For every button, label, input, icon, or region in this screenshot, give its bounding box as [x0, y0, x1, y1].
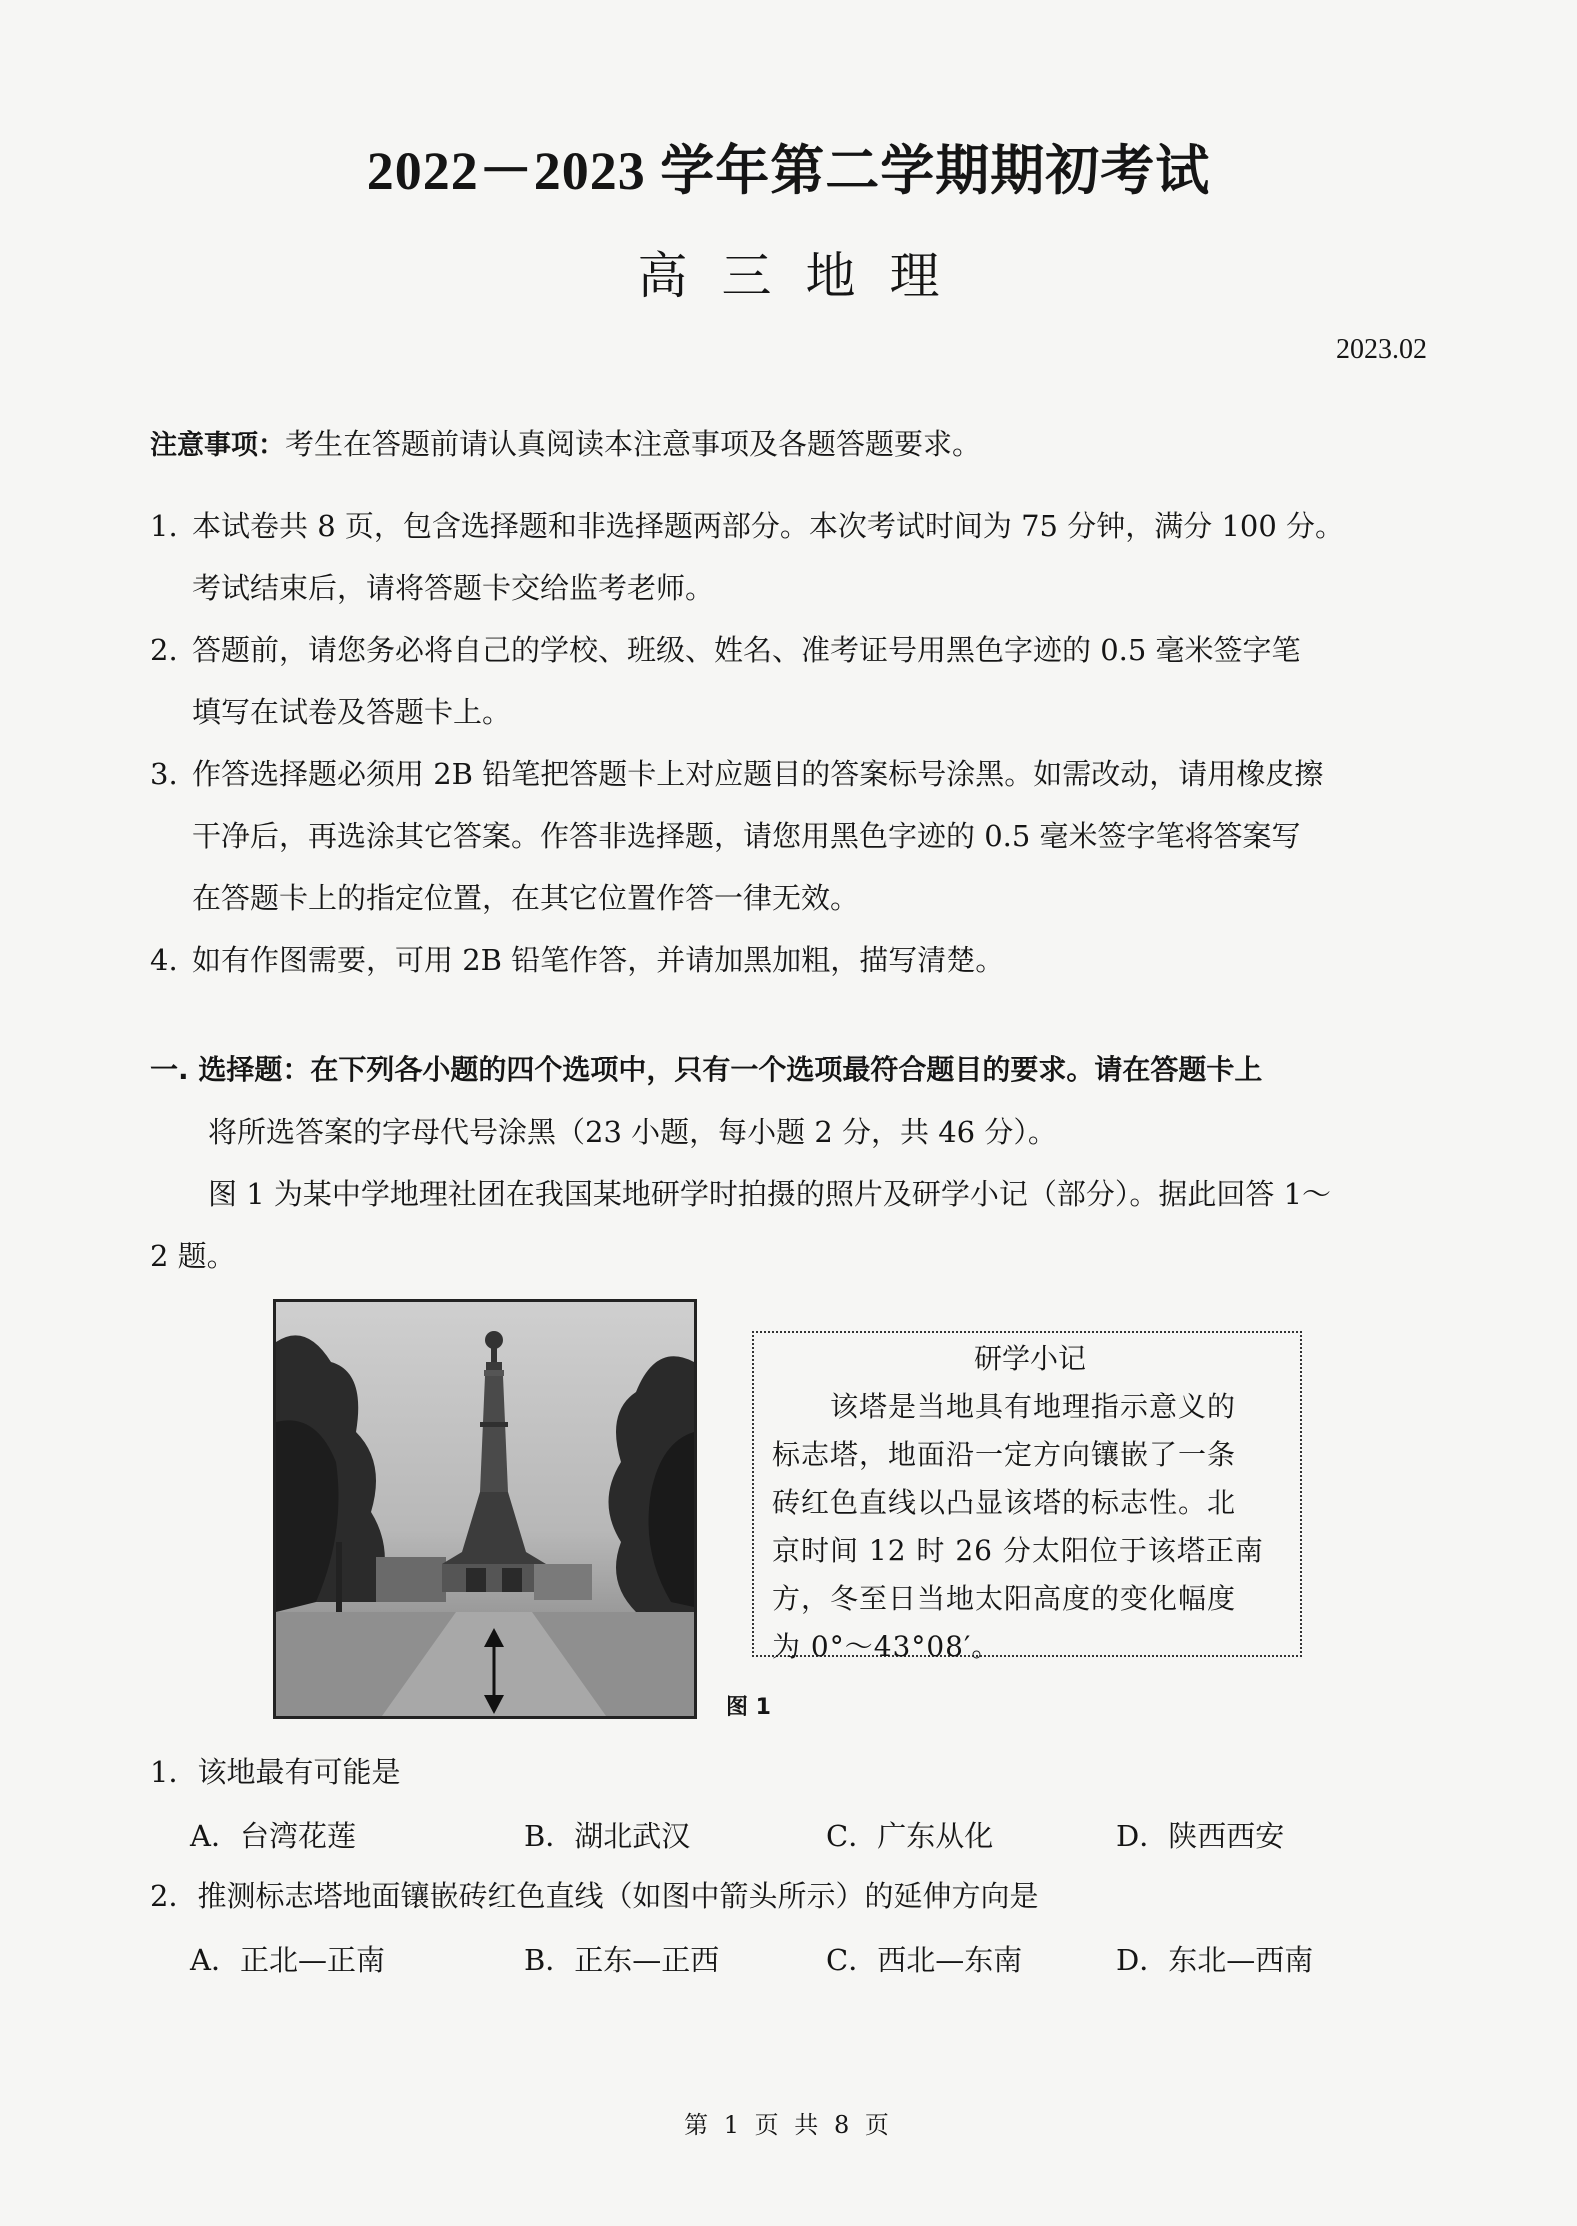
- question-1-stem: 1．该地最有可能是: [150, 1755, 401, 1789]
- tower-photo: [273, 1299, 697, 1719]
- exam-title: 2022－2023 学年第二学期期初考试: [366, 141, 1211, 201]
- notice-item-1-cont: 考试结束后，请将答题卡交给监考老师。: [192, 571, 715, 605]
- question-1-option-a: A．台湾花莲: [190, 1819, 356, 1853]
- study-note-line: 标志塔，地面沿一定方向镶嵌了一条: [772, 1438, 1237, 1471]
- study-note-line: 砖红色直线以凸显该塔的标志性。北: [772, 1486, 1237, 1519]
- section-heading: 一. 选择题：在下列各小题的四个选项中，只有一个选项最符合题目的要求。请在答题卡上: [150, 1053, 1263, 1086]
- notice-item-3-cont1: 干净后，再选涂其它答案。作答非选择题，请您用黑色字迹的 0.5 毫米签字笔将答案写: [192, 819, 1301, 853]
- section-intro-cont: 2 题。: [150, 1239, 236, 1273]
- notice-item-3-cont2: 在答题卡上的指定位置，在其它位置作答一律无效。: [192, 881, 860, 915]
- exam-date: 2023.02: [1336, 334, 1427, 365]
- notice-item-4: 4. 如有作图需要，可用 2B 铅笔作答，并请加黑加粗，描写清楚。: [150, 943, 1005, 977]
- study-note-line: 为 0°～43°08′。: [772, 1630, 1001, 1663]
- study-note-line: 方，冬至日当地太阳高度的变化幅度: [772, 1582, 1237, 1615]
- question-1-option-d: D．陕西西安: [1116, 1819, 1285, 1853]
- notice-item-1: 1. 本试卷共 8 页，包含选择题和非选择题两部分。本次考试时间为 75 分钟，满分 100 分。: [150, 509, 1345, 543]
- notice-label: 注意事项：: [150, 430, 285, 461]
- notice-item-2: 2. 答题前，请您务必将自己的学校、班级、姓名、准考证号用黑色字迹的 0.5 毫米签字笔: [150, 633, 1301, 667]
- notice-line: [150, 424, 981, 466]
- notice-intro: 考生在答题前请认真阅读本注意事项及各题答题要求。: [285, 427, 982, 461]
- section-heading-cont: 将所选答案的字母代号涂黑（23 小题，每小题 2 分，共 46 分）。: [208, 1115, 1057, 1149]
- study-note-title: 研学小记: [973, 1342, 1086, 1375]
- notice-item-2-cont: 填写在试卷及答题卡上。: [192, 695, 512, 729]
- question-1-option-c: C．广东从化: [826, 1819, 994, 1853]
- study-note-line: 该塔是当地具有地理指示意义的: [772, 1390, 1237, 1423]
- question-2-stem: 2．推测标志塔地面镶嵌砖红色直线（如图中箭头所示）的延伸方向是: [150, 1879, 1039, 1913]
- study-note-line: 京时间 12 时 26 分太阳位于该塔正南: [772, 1534, 1264, 1567]
- question-2-option-c: C．西北—东南: [826, 1943, 1023, 1977]
- subject-title: 高三地理: [637, 247, 974, 305]
- page-footer: 第 1 页 共 8 页: [684, 2111, 893, 2139]
- question-2-option-d: D．东北—西南: [1116, 1943, 1314, 1977]
- question-2-option-a: A．正北—正南: [190, 1943, 385, 1977]
- notice-item-3: 3. 作答选择题必须用 2B 铅笔把答题卡上对应题目的答案标号涂黑。如需改动，请用橡皮擦: [150, 757, 1324, 791]
- section-intro: 图 1 为某中学地理社团在我国某地研学时拍摄的照片及研学小记（部分）。据此回答 1～: [208, 1177, 1332, 1211]
- question-2-option-b: B．正东—正西: [524, 1943, 720, 1977]
- study-note-box: [752, 1331, 1302, 1663]
- figure-label: 图 1: [726, 1695, 771, 1720]
- question-1-option-b: B．湖北武汉: [524, 1819, 691, 1853]
- tower-photo-illustration: [276, 1302, 694, 1716]
